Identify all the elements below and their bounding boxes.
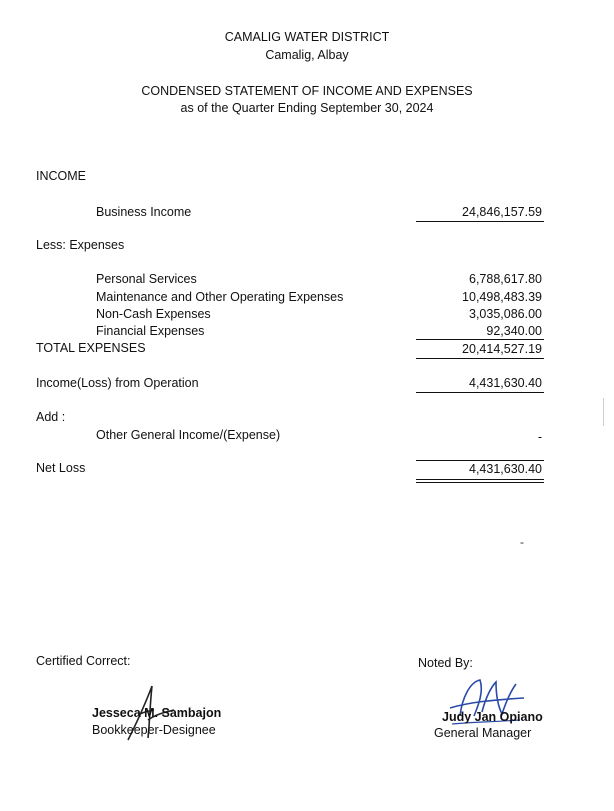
expenses-heading: Less: Expenses [36, 238, 125, 252]
net-loss-overline [416, 460, 544, 461]
expense-value-personal-services: 6,788,617.80 [469, 272, 542, 286]
expense-label-non-cash: Non-Cash Expenses [96, 307, 211, 321]
income-heading: INCOME [36, 169, 86, 183]
noted-caption: Noted By: [418, 656, 473, 670]
organization-name: CAMALIG WATER DISTRICT [224, 30, 390, 44]
net-loss-double-underline-2 [416, 482, 544, 483]
total-expenses-label: TOTAL EXPENSES [36, 341, 146, 355]
expenses-subtotal-line [416, 339, 544, 340]
edge-mark [603, 398, 604, 426]
expense-label-mooe: Maintenance and Other Operating Expenses [96, 290, 344, 304]
stray-dash-mark: - [520, 535, 524, 549]
net-loss-value: 4,431,630.40 [469, 462, 542, 476]
business-income-value: 24,846,157.59 [462, 205, 542, 219]
statement-period: as of the Quarter Ending September 30, 2024 [180, 101, 434, 115]
statement-title: CONDENSED STATEMENT OF INCOME AND EXPENSES [141, 84, 473, 98]
net-loss-double-underline-1 [416, 479, 544, 480]
other-income-value: - [537, 430, 542, 444]
expense-value-mooe: 10,498,483.39 [462, 290, 542, 304]
add-heading: Add : [36, 410, 66, 424]
expense-label-financial: Financial Expenses [96, 324, 205, 338]
business-income-underline [416, 221, 544, 222]
certified-title: Bookkeeper-Designee [92, 723, 216, 737]
expense-label-personal-services: Personal Services [96, 272, 197, 286]
noted-title: General Manager [434, 726, 532, 740]
expense-value-non-cash: 3,035,086.00 [469, 307, 542, 321]
noted-name: Judy Jan Opiano [442, 710, 543, 724]
total-expenses-underline [416, 358, 544, 359]
operation-underline [416, 392, 544, 393]
net-loss-label: Net Loss [36, 461, 86, 475]
operation-value: 4,431,630.40 [469, 376, 542, 390]
operation-label: Income(Loss) from Operation [36, 376, 199, 390]
expense-value-financial: 92,340.00 [486, 324, 542, 338]
organization-location: Camalig, Albay [265, 48, 349, 62]
certified-name: Jesseca M. Sambajon [92, 706, 222, 720]
total-expenses-value: 20,414,527.19 [462, 342, 542, 356]
other-income-label: Other General Income/(Expense) [96, 428, 281, 442]
certified-caption: Certified Correct: [36, 654, 131, 668]
business-income-label: Business Income [96, 205, 192, 219]
